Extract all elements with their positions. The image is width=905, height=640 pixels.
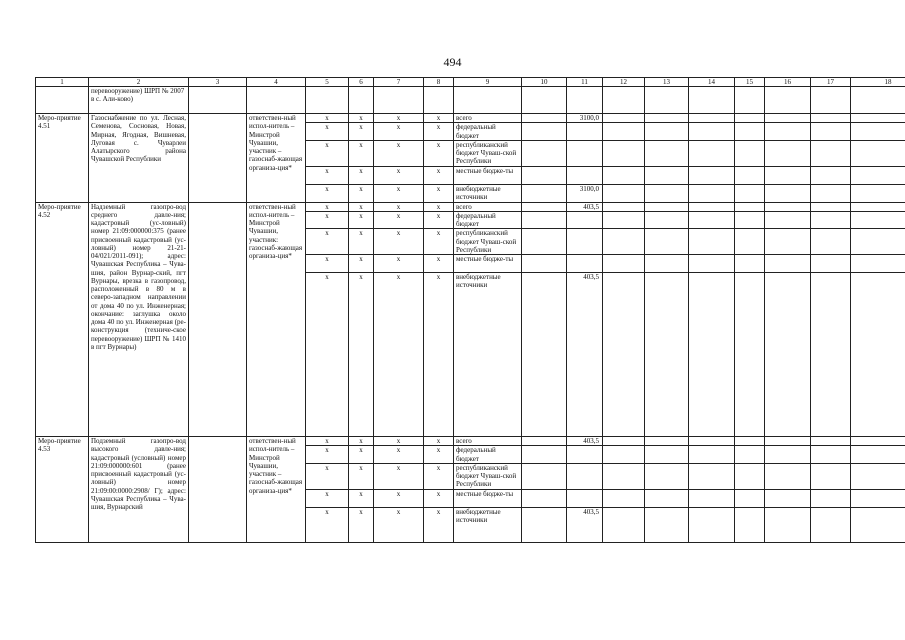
empty-cell xyxy=(811,437,851,446)
empty-cell xyxy=(522,184,567,202)
empty-cell xyxy=(851,211,905,229)
empty-cell xyxy=(522,463,567,489)
x-mark: x xyxy=(306,255,349,273)
column-number: 6 xyxy=(349,78,374,87)
empty-cell xyxy=(522,202,567,211)
column-number: 13 xyxy=(645,78,689,87)
x-mark: x xyxy=(374,229,424,255)
amount-value: 3100,0 xyxy=(567,184,603,202)
empty-cell xyxy=(689,202,735,211)
empty-cell xyxy=(603,489,645,507)
empty-cell xyxy=(689,463,735,489)
empty-cell xyxy=(765,114,811,123)
empty-cell xyxy=(645,184,689,202)
empty-cell xyxy=(522,114,567,123)
empty-cell xyxy=(735,273,765,437)
empty-cell xyxy=(735,255,765,273)
x-mark: x xyxy=(306,211,349,229)
empty-cell xyxy=(645,446,689,464)
empty-cell xyxy=(645,507,689,542)
empty-cell xyxy=(645,489,689,507)
empty-cell xyxy=(851,114,905,123)
empty-cell xyxy=(735,211,765,229)
funding-source: всего xyxy=(454,202,522,211)
empty-cell xyxy=(765,202,811,211)
empty-cell xyxy=(735,166,765,184)
empty-cell xyxy=(522,437,567,446)
x-mark: x xyxy=(424,489,454,507)
empty-cell xyxy=(689,114,735,123)
x-mark: x xyxy=(306,202,349,211)
empty-cell xyxy=(689,211,735,229)
x-mark: x xyxy=(349,184,374,202)
empty-cell xyxy=(689,123,735,141)
empty-cell xyxy=(735,437,765,446)
empty-cell xyxy=(811,229,851,255)
empty-cell xyxy=(689,255,735,273)
empty-cell xyxy=(603,507,645,542)
empty-cell xyxy=(603,140,645,166)
empty-cell xyxy=(765,211,811,229)
empty-cell xyxy=(603,166,645,184)
funding-source: республиканский бюджет Чуваш-ской Республики xyxy=(454,463,522,489)
empty-cell xyxy=(851,229,905,255)
x-mark: x xyxy=(306,140,349,166)
empty-cell xyxy=(735,507,765,542)
column-number-row xyxy=(36,78,905,87)
empty-cell xyxy=(603,463,645,489)
x-mark: x xyxy=(306,273,349,437)
empty-cell xyxy=(735,202,765,211)
amount-value xyxy=(567,489,603,507)
x-mark: x xyxy=(424,211,454,229)
empty-cell xyxy=(689,446,735,464)
empty-cell xyxy=(851,463,905,489)
x-mark: x xyxy=(374,437,424,446)
empty-cell xyxy=(603,255,645,273)
column-number: 4 xyxy=(247,78,306,87)
empty-cell xyxy=(689,229,735,255)
empty-cell xyxy=(522,489,567,507)
amount-value: 403,5 xyxy=(567,507,603,542)
column-number: 7 xyxy=(374,78,424,87)
funding-row xyxy=(36,437,905,446)
column-number: 3 xyxy=(189,78,247,87)
empty-cell xyxy=(811,166,851,184)
empty-cell xyxy=(645,273,689,437)
x-mark: x xyxy=(374,184,424,202)
empty-cell xyxy=(851,273,905,437)
empty-cell xyxy=(603,211,645,229)
empty-cell xyxy=(689,184,735,202)
empty-cell xyxy=(851,437,905,446)
funding-source: республиканский бюджет Чуваш-ской Республики xyxy=(454,140,522,166)
empty-cell xyxy=(735,114,765,123)
empty-cell xyxy=(603,446,645,464)
column-number: 15 xyxy=(735,78,765,87)
x-mark: x xyxy=(424,123,454,141)
empty-cell xyxy=(851,184,905,202)
event-description: Газоснабжение по ул. Лесная, Семенова, Сосновая, Новая, Мирная, Ягодная, Вишневая, Луговая с. Чуварлеи Алатырского района Чувашской Республики xyxy=(89,114,189,203)
column-number: 9 xyxy=(454,78,522,87)
program-table xyxy=(35,77,905,543)
empty-cell xyxy=(765,437,811,446)
empty-cell xyxy=(735,140,765,166)
x-mark: x xyxy=(424,446,454,464)
x-mark: x xyxy=(424,463,454,489)
amount-value: 403,5 xyxy=(567,202,603,211)
empty-cell xyxy=(811,507,851,542)
empty-cell xyxy=(522,255,567,273)
empty-cell xyxy=(765,255,811,273)
empty-cell xyxy=(522,166,567,184)
empty-cell xyxy=(522,140,567,166)
x-mark: x xyxy=(424,114,454,123)
column-number: 10 xyxy=(522,78,567,87)
x-mark: x xyxy=(349,202,374,211)
empty-cell xyxy=(645,166,689,184)
amount-value xyxy=(567,211,603,229)
amount-value: 403,5 xyxy=(567,273,603,437)
empty-cell xyxy=(522,273,567,437)
x-mark: x xyxy=(349,273,374,437)
x-mark: x xyxy=(374,463,424,489)
empty-cell xyxy=(811,446,851,464)
funding-row xyxy=(36,114,905,123)
empty-cell xyxy=(765,229,811,255)
event-executor: ответствен-ный испол-нитель – Минстрой Чувашии, участник – газоснаб-жающая организа-ция* xyxy=(247,114,306,203)
amount-value xyxy=(567,463,603,489)
x-mark: x xyxy=(349,229,374,255)
x-mark: x xyxy=(424,273,454,437)
x-mark: x xyxy=(349,437,374,446)
column-number: 14 xyxy=(689,78,735,87)
empty-cell xyxy=(189,202,247,437)
x-mark: x xyxy=(349,211,374,229)
x-mark: x xyxy=(349,489,374,507)
empty-cell xyxy=(765,140,811,166)
empty-cell xyxy=(811,184,851,202)
event-description: Надземный газопро-вод среднего давле-ния; кадастровый (ус-ловный) номер 21:09:000000:375 (ранее присвоенный кадастровый (ус-ловный) номер 21-21-04/021/2011-091); адрес: Чувашская Республика – Чува-шия, район Вурнар-ский, пгт Вурнары, врезка в газопровод, расположенный в 80 м в северо-западном направлении от дома 40 по ул. Инженерная; окончание: заглушка около дома 40 по ул. Инженерная (ре-конструкция (техниче-ское перевооружение) ШРП № 1410 в пгт Вурнары) xyxy=(89,202,189,437)
empty-cell xyxy=(851,489,905,507)
empty-cell xyxy=(811,140,851,166)
x-mark: x xyxy=(306,446,349,464)
x-mark: x xyxy=(374,489,424,507)
funding-source: всего xyxy=(454,437,522,446)
x-mark: x xyxy=(374,202,424,211)
funding-source: местные бюдже-ты xyxy=(454,255,522,273)
empty-cell xyxy=(522,507,567,542)
x-mark: x xyxy=(374,114,424,123)
column-number: 8 xyxy=(424,78,454,87)
empty-cell xyxy=(765,166,811,184)
empty-cell xyxy=(522,123,567,141)
empty-cell xyxy=(645,202,689,211)
event-id: Меро-приятие 4.53 xyxy=(36,437,89,543)
x-mark: x xyxy=(424,229,454,255)
empty-cell xyxy=(811,123,851,141)
column-number: 12 xyxy=(603,78,645,87)
empty-cell xyxy=(765,489,811,507)
x-mark: x xyxy=(306,123,349,141)
x-mark: x xyxy=(306,166,349,184)
amount-value xyxy=(567,123,603,141)
x-mark: x xyxy=(424,166,454,184)
x-mark: x xyxy=(306,507,349,542)
column-number: 18 xyxy=(851,78,905,87)
x-mark: x xyxy=(349,123,374,141)
column-number: 17 xyxy=(811,78,851,87)
empty-cell xyxy=(189,114,247,203)
empty-cell xyxy=(689,437,735,446)
x-mark: x xyxy=(306,489,349,507)
empty-cell xyxy=(851,507,905,542)
funding-source: внебюджетные источники xyxy=(454,273,522,437)
empty-cell xyxy=(735,123,765,141)
empty-cell xyxy=(811,463,851,489)
x-mark: x xyxy=(374,507,424,542)
empty-cell xyxy=(645,255,689,273)
funding-source: внебюджетные источники xyxy=(454,507,522,542)
column-number: 1 xyxy=(36,78,89,87)
empty-cell xyxy=(811,273,851,437)
empty-cell xyxy=(851,446,905,464)
funding-source: федеральный бюджет xyxy=(454,446,522,464)
event-id: Меро-приятие 4.52 xyxy=(36,202,89,437)
empty-cell xyxy=(765,184,811,202)
event-id: Меро-приятие 4.51 xyxy=(36,114,89,203)
empty-cell xyxy=(765,463,811,489)
amount-value xyxy=(567,140,603,166)
x-mark: x xyxy=(374,211,424,229)
x-mark: x xyxy=(306,184,349,202)
empty-cell xyxy=(645,437,689,446)
empty-cell xyxy=(735,229,765,255)
amount-value xyxy=(567,446,603,464)
x-mark: x xyxy=(306,114,349,123)
empty-cell xyxy=(765,507,811,542)
empty-cell xyxy=(689,507,735,542)
amount-value: 3100,0 xyxy=(567,114,603,123)
empty-cell xyxy=(765,123,811,141)
empty-cell xyxy=(603,273,645,437)
empty-cell xyxy=(603,114,645,123)
empty-cell xyxy=(735,489,765,507)
empty-cell xyxy=(645,114,689,123)
empty-cell xyxy=(689,140,735,166)
column-number: 5 xyxy=(306,78,349,87)
empty-cell xyxy=(645,463,689,489)
page-number: 494 xyxy=(443,55,462,69)
funding-source: внебюджетные источники xyxy=(454,184,522,202)
empty-cell xyxy=(645,229,689,255)
x-mark: x xyxy=(374,140,424,166)
x-mark: x xyxy=(374,123,424,141)
amount-value xyxy=(567,255,603,273)
amount-value: 403,5 xyxy=(567,437,603,446)
x-mark: x xyxy=(424,184,454,202)
amount-value xyxy=(567,166,603,184)
x-mark: x xyxy=(349,463,374,489)
continuation-row xyxy=(36,87,905,114)
event-executor: ответствен-ный испол-нитель – Минстрой Чувашии, участник – газоснаб-жающая организа-ция* xyxy=(247,437,306,543)
empty-cell xyxy=(735,463,765,489)
x-mark: x xyxy=(349,166,374,184)
column-number: 16 xyxy=(765,78,811,87)
empty-cell xyxy=(811,114,851,123)
empty-cell xyxy=(522,229,567,255)
empty-cell xyxy=(811,202,851,211)
empty-cell xyxy=(851,166,905,184)
column-number: 11 xyxy=(567,78,603,87)
empty-cell xyxy=(735,184,765,202)
x-mark: x xyxy=(424,507,454,542)
empty-cell xyxy=(851,123,905,141)
empty-cell xyxy=(645,123,689,141)
empty-cell xyxy=(603,202,645,211)
x-mark: x xyxy=(374,166,424,184)
x-mark: x xyxy=(374,446,424,464)
x-mark: x xyxy=(374,255,424,273)
x-mark: x xyxy=(306,463,349,489)
continuation-text: перевооружение) ШРП № 2007 в с. Али-ково) xyxy=(89,87,189,114)
funding-source: федеральный бюджет xyxy=(454,123,522,141)
empty-cell xyxy=(689,166,735,184)
empty-cell xyxy=(689,489,735,507)
empty-cell xyxy=(522,446,567,464)
x-mark: x xyxy=(374,273,424,437)
event-executor: ответствен-ный испол-нитель – Минстрой Чувашии, участник: газоснаб-жающая организа-ция* xyxy=(247,202,306,437)
empty-cell xyxy=(765,273,811,437)
empty-cell xyxy=(603,123,645,141)
empty-cell xyxy=(735,446,765,464)
empty-cell xyxy=(645,211,689,229)
funding-source: всего xyxy=(454,114,522,123)
event-id-cell xyxy=(36,87,89,114)
x-mark: x xyxy=(424,437,454,446)
funding-source: федеральный бюджет xyxy=(454,211,522,229)
x-mark: x xyxy=(349,114,374,123)
funding-source: республиканский бюджет Чуваш-ской Республики xyxy=(454,229,522,255)
empty-cell xyxy=(851,255,905,273)
empty-cell xyxy=(851,202,905,211)
empty-cell xyxy=(189,437,247,543)
empty-cell xyxy=(603,437,645,446)
empty-cell xyxy=(811,211,851,229)
empty-cell xyxy=(811,489,851,507)
empty-cell xyxy=(811,255,851,273)
column-number: 2 xyxy=(89,78,189,87)
funding-source: местные бюдже-ты xyxy=(454,166,522,184)
empty-cell xyxy=(851,140,905,166)
x-mark: x xyxy=(306,229,349,255)
empty-cell xyxy=(689,273,735,437)
empty-cell xyxy=(522,211,567,229)
empty-cell xyxy=(603,184,645,202)
event-description: Подземный газопро-вод высокого давле-ния; кадастровый (условный) номер 21:09:000000:601 (ранее присвоенный кадастровый (ус-ловный) номер 21:09:00:0000:2908/ Г); адрес: Чувашская Республика – Чува-шия, Вурнарский xyxy=(89,437,189,543)
x-mark: x xyxy=(424,202,454,211)
empty-cell xyxy=(765,446,811,464)
x-mark: x xyxy=(349,140,374,166)
x-mark: x xyxy=(349,446,374,464)
empty-cell xyxy=(603,229,645,255)
funding-row xyxy=(36,202,905,211)
x-mark: x xyxy=(424,255,454,273)
empty-cell xyxy=(645,140,689,166)
x-mark: x xyxy=(306,437,349,446)
x-mark: x xyxy=(349,507,374,542)
amount-value xyxy=(567,229,603,255)
x-mark: x xyxy=(349,255,374,273)
funding-source: местные бюдже-ты xyxy=(454,489,522,507)
x-mark: x xyxy=(424,140,454,166)
